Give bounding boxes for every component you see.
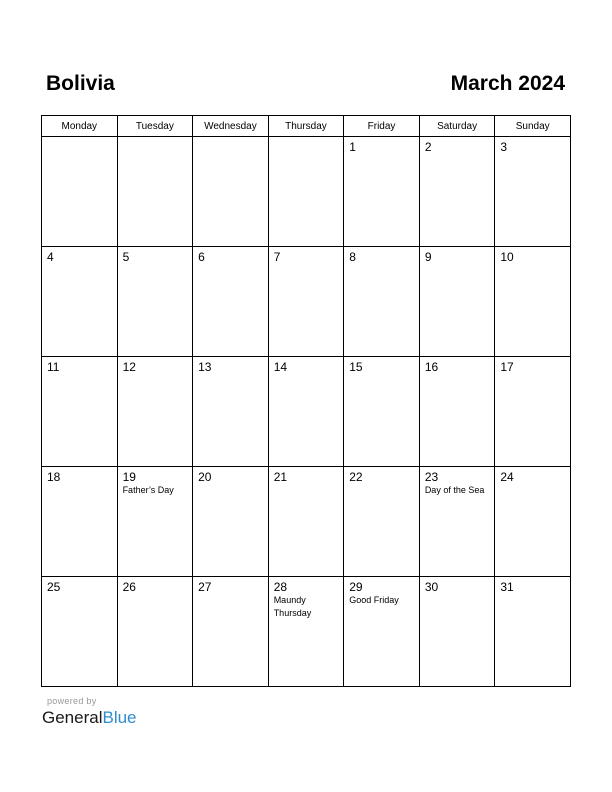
weekday-header: Sunday [495,116,571,137]
day-number: 5 [122,250,130,264]
day-number: 23 [424,470,439,484]
day-number: 24 [500,470,514,484]
day-cell [117,467,193,577]
day-cell [117,577,193,687]
day-number: 12 [122,360,136,374]
day-number: 2 [424,140,432,154]
day-number: 22 [349,470,363,484]
day-number: 7 [273,250,281,264]
weekday-header-row [42,116,571,137]
day-cell [193,357,269,467]
holiday-label: Maundy Thursday [273,595,312,618]
day-number: 18 [47,470,61,484]
day-cell [193,467,269,577]
day-cell [268,247,344,357]
day-number: 3 [500,140,508,154]
powered-by-label: powered by [47,696,97,706]
day-cell [495,357,571,467]
day-number: 13 [198,360,212,374]
day-cell [42,247,118,357]
day-number: 6 [198,250,205,264]
day-cell [495,577,571,687]
empty-day-cell [268,137,344,247]
day-number: 16 [424,360,439,374]
holiday-label: Day of the Sea [424,485,485,495]
day-number: 26 [122,580,136,594]
day-number: 14 [273,360,288,374]
day-number: 8 [349,250,356,264]
empty-day-cell [117,137,193,247]
day-cell [42,467,118,577]
weekday-header: Monday [42,116,118,137]
day-number: 31 [500,580,514,594]
day-cell [193,247,269,357]
day-cell [344,467,420,577]
day-number: 1 [349,140,356,154]
day-cell [42,357,118,467]
day-cell [268,357,344,467]
day-number: 19 [122,470,136,484]
day-number: 11 [47,360,60,374]
weekday-header: Thursday [268,116,344,137]
day-cell [495,137,571,247]
day-number: 25 [47,580,61,594]
weekday-header: Saturday [419,116,495,137]
day-cell [268,577,344,687]
day-cell [117,247,193,357]
calendar-grid [41,115,571,687]
day-cell [268,467,344,577]
day-number: 20 [198,470,212,484]
day-number: 9 [424,250,432,264]
day-cell [419,357,495,467]
day-cell [419,247,495,357]
day-cell [344,247,420,357]
day-cell [344,357,420,467]
week-row [42,247,571,357]
weekday-header: Tuesday [117,116,193,137]
day-cell [495,247,571,357]
day-number: 30 [424,580,439,594]
holiday-label: Father’s Day [122,485,174,495]
week-row [42,577,571,687]
day-cell [117,357,193,467]
weekday-header: Friday [344,116,420,137]
week-row [42,467,571,577]
generalblue-logo [42,708,137,728]
country-title: Bolivia [46,72,115,95]
week-row [42,357,571,467]
empty-day-cell [193,137,269,247]
day-number: 17 [500,360,514,374]
day-cell [419,137,495,247]
day-number: 15 [349,360,363,374]
holiday-label: Good Friday [349,595,399,605]
weekday-header: Wednesday [193,116,269,137]
day-number: 10 [500,250,514,264]
day-number: 4 [47,250,54,264]
day-cell [42,577,118,687]
day-cell [419,467,495,577]
logo-blue-text: Blue [102,708,137,727]
day-cell [344,137,420,247]
empty-day-cell [42,137,118,247]
day-number: 28 [273,580,288,594]
day-number: 27 [198,580,212,594]
day-cell [344,577,420,687]
week-row [42,137,571,247]
day-cell [495,467,571,577]
day-cell [193,577,269,687]
day-number: 29 [349,580,363,594]
month-title: March 2024 [450,72,565,95]
day-number: 21 [273,470,288,484]
day-cell [419,577,495,687]
logo-general-text: General [42,708,103,727]
